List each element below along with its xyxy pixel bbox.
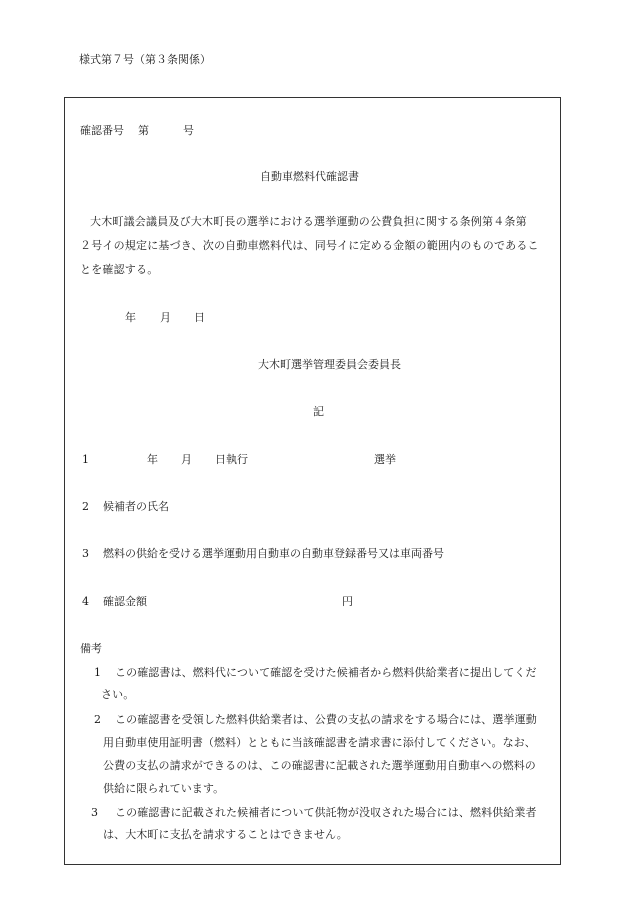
item-4-label: 確認金額	[103, 595, 147, 608]
date-year: 年	[125, 311, 136, 324]
confirmation-number-suffix: 号	[183, 124, 194, 137]
note-2-line: 用自動車使用証明書（燃料）とともに当該確認書を請求書に添付してください。なお、	[103, 736, 536, 749]
body-line-1: 大木町議会議員及び大木町長の選挙における選挙運動の公費負担に関する条例第４条第	[90, 215, 527, 228]
date-day: 日	[194, 311, 205, 324]
item-1-month: 月	[181, 453, 192, 466]
note-1-line: さい。	[101, 688, 135, 701]
item-1-number: 1	[82, 453, 89, 466]
certificate-frame	[64, 97, 561, 865]
note-1-line: この確認書は、燃料代について確認を受けた候補者から燃料供給業者に提出してくだ	[115, 666, 537, 679]
note-2-line: 供給に限られています。	[103, 782, 225, 795]
ki-heading: 記	[313, 405, 324, 418]
form-label: 様式第７号（第３条関係）	[79, 53, 211, 66]
item-3-number: 3	[82, 547, 89, 560]
note-3-number: 3	[91, 806, 98, 819]
confirmation-number-label: 確認番号	[80, 124, 124, 137]
note-1-number: 1	[94, 666, 101, 679]
note-2-number: 2	[94, 713, 101, 726]
document-title: 自動車燃料代確認書	[260, 170, 359, 183]
item-2-number: 2	[82, 500, 89, 513]
item-4-unit: 円	[342, 595, 353, 608]
item-4-number: 4	[82, 595, 89, 608]
issuer: 大木町選挙管理委員会委員長	[258, 358, 401, 371]
item-1-day-exec: 日執行	[215, 453, 248, 466]
remarks-heading: 備考	[80, 642, 102, 655]
item-2-label: 候補者の氏名	[103, 500, 169, 513]
date-month: 月	[160, 311, 171, 324]
note-2-line: この確認書を受領した燃料供給業者は、公費の支払の請求をする場合には、選挙運動	[115, 713, 537, 726]
item-1-year: 年	[147, 453, 158, 466]
item-1-election: 選挙	[374, 453, 396, 466]
item-3-label: 燃料の供給を受ける選挙運動用自動車の自動車登録番号又は車両番号	[103, 547, 444, 560]
body-line-3: とを確認する。	[80, 263, 159, 276]
note-3-line: この確認書に記載された候補者について供託物が没収された場合には、燃料供給業者	[115, 806, 537, 819]
note-3-line: は、大木町に支払を請求することはできません。	[103, 828, 348, 841]
note-2-line: 公費の支払の請求ができるのは、この確認書に記載された選挙運動用自動車への燃料の	[103, 759, 536, 772]
body-line-2: ２号イの規定に基づき、次の自動車燃料代は、同号イに定める金額の範囲内のものであるこ	[80, 239, 539, 252]
confirmation-number-prefix: 第	[138, 124, 149, 137]
